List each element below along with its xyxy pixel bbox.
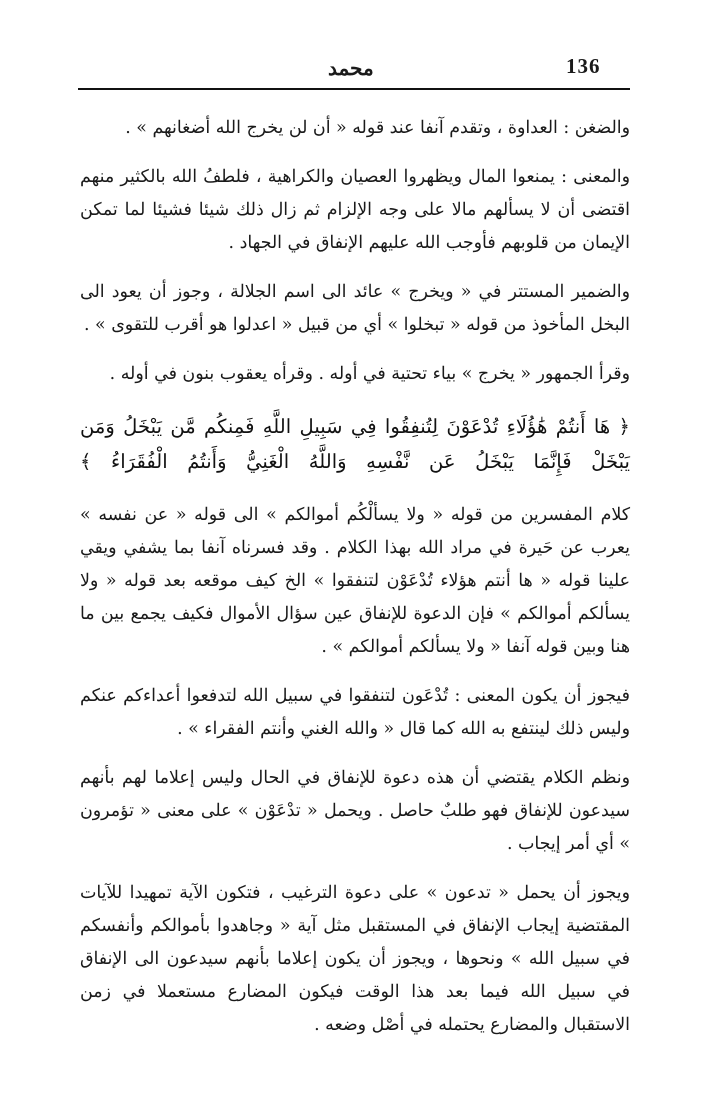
quran-verse: ﴿ هَا أَنتُمْ هَٰؤُلَاءِ تُدْعَوْنَ لِتُنفِقُوا فِي سَبِيلِ اللَّهِ فَمِنكُم مَّن يَبْخَلُ وَمَن يَبْخَلْ فَإِنَّمَا يَبْخَلُ عَن نَّفْسِهِ وَاللَّهُ الْغَنِيُّ وَأَنتُمُ الْفُقَرَاءُ ﴾ bbox=[80, 415, 630, 473]
paragraph: والضمير المستتر في « ويخرج » عائد الى اسم الجلالة ، وجوز أن يعود الى البخل المأخوذ من قوله « تبخلوا » أي من قبيل « اعدلوا هو أقرب للتقوى » . bbox=[80, 282, 630, 335]
running-title: محمد bbox=[328, 56, 374, 80]
paragraph: والضغن : العداوة ، وتقدم آنفا عند قوله « أن لن يخرج الله أضغانهم » . bbox=[125, 118, 630, 138]
paragraph: كلام المفسرين من قوله « ولا يسألْكُم أموالكم » الى قوله « عن نفسه » يعرب عن حَيرة في مراد الله بهذا الكلام . وقد فسرناه آنفا بما يشفي ويقي علينا قوله « ها أنتم هؤلاء تُدْعَوْن لتنفقوا » الخ كيف موقعه بعد قوله « ولا يسألكم أموالكم » فإن الدعوة للإنفاق عين سؤال الأموال فكيف يجمع بين ما هنا وبين قوله آنفا « ولا يسألكم أموالكم » . bbox=[80, 505, 630, 657]
page-header bbox=[78, 50, 630, 90]
paragraph: وقرأ الجمهور « يخرج » بياء تحتية في أوله . وقرأه يعقوب بنون في أوله . bbox=[109, 364, 630, 384]
paragraph: والمعنى : يمنعوا المال ويظهروا العصيان والكراهية ، فلطفُ الله بالكثير منهم اقتضى أن لا يسألهم مالا على وجه الإلزام ثم زال ذلك شيئا فشيئا لما تمكن الإيمان من قلوبهم فأوجب الله عليهم الإنفاق في الجهاد . bbox=[80, 167, 630, 253]
paragraph: ونظم الكلام يقتضي أن هذه دعوة للإنفاق في الحال وليس إعلاما لهم بأنهم سيدعون للإنفاق فهو طلبٌ حاصل . ويحمل « تدْعَوْن » على معنى « تؤمرون » أي أمر إيجاب . bbox=[80, 768, 630, 854]
paragraph: ويجوز أن يحمل « تدعون » على دعوة الترغيب ، فتكون الآية تمهيدا للآيات المقتضية إيجاب الإنفاق في المستقبل مثل آية « وجاهدوا بأموالكم وأنفسكم في سبيل الله » ونحوها ، ويجوز أن يكون إعلاما بأنهم سيدعون الى الإنفاق في سبيل الله فيما بعد هذا الوقت فيكون المضارع مستعملا في زمن الاستقبال والمضارع يحتمله في أصْل وضعه . bbox=[80, 883, 630, 1035]
page-number: 136 bbox=[566, 54, 601, 78]
header-rule bbox=[78, 88, 630, 90]
text-body bbox=[80, 112, 630, 1058]
paragraph: فيجوز أن يكون المعنى : تُدْعَون لتنفقوا في سبيل الله لتدفعوا أعداءكم عنكم وليس ذلك لينتفع به الله كما قال « والله الغني وأنتم الفقراء » . bbox=[80, 686, 630, 739]
